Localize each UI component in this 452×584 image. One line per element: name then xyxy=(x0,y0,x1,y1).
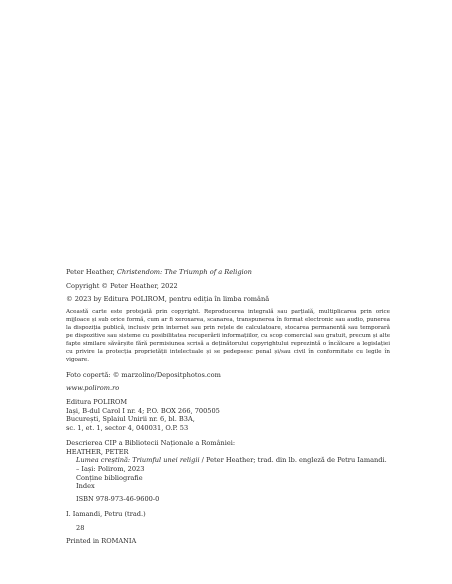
publisher-website: www.polirom.ro xyxy=(66,384,120,393)
publisher-name: Editura POLIROM xyxy=(66,398,128,407)
copyright-edition: © 2023 by Editura POLIROM, pentru ediția în limba română xyxy=(66,295,270,304)
cip-title-italic: Lumea creștină: Triumful unei religii xyxy=(76,456,200,465)
cip-title-line xyxy=(66,456,390,473)
printed-in: Printed in ROMANIA xyxy=(66,537,137,546)
cip-heading: Descrierea CIP a Bibliotecii Naționale a României: xyxy=(66,438,236,447)
cover-photo-credit: Foto copertă: © marzolino/Depositphotos.com xyxy=(66,370,221,379)
cip-note-index: Index xyxy=(76,482,95,491)
original-title: Christendom: The Triumph of a Religion xyxy=(116,268,252,276)
cip-added-entry: I. Iamandi, Petru (trad.) xyxy=(66,509,146,518)
original-credit xyxy=(66,268,390,277)
address-iasi: Iași, B-dul Carol I nr. 4; P.O. BOX 266, 700505 xyxy=(66,406,220,415)
imprint-block xyxy=(66,268,390,551)
cip-main-entry: HEATHER, PETER xyxy=(66,447,129,456)
cip-title-rest: / Peter Heather; trad. din lb. engleză de Petru Iamandi. – Iași: Polirom, 2023 xyxy=(76,456,387,473)
copyright-original: Copyright © Peter Heather, 2022 xyxy=(66,281,178,290)
cip-record xyxy=(66,439,390,504)
address-bucuresti-2: sc. 1, et. 1, sector 4, 040031, O.P. 53 xyxy=(66,424,189,433)
publisher-address xyxy=(66,398,390,433)
cip-note-bibliography: Conține bibliografie xyxy=(76,473,143,482)
cip-isbn: ISBN 978-973-46-9600-0 xyxy=(76,495,160,504)
cip-classification: 28 xyxy=(76,523,85,532)
address-bucuresti: București, Splaiul Unirii nr. 6, bl. B3A, xyxy=(66,415,195,424)
legal-notice: Această carte este protejată prin copyright. Reproducerea integrală sau parțială, multiplicarea prin orice mijloace și sub orice formă, cum ar fi xeroxarea, scanarea, transpunerea în format electronic sau audio, punerea la dispoziția publică, inclusiv prin internet sau prin rețele de calculatoare, stocarea permanentă sau temporară pe dispozitive sau sisteme cu posibilitatea recuperării informațiilor, cu scop comercial sau gratuit, precum și alte fapte similare săvârșite fără permisiunea scrisă a deținătorului copyrightului reprezintă o încălcare a legislației cu privire la protecția proprietății intelectuale și se pedepsesc penal și/sau civil în conformitate cu legile în vigoare. xyxy=(66,309,390,363)
author-name: Peter Heather, xyxy=(66,268,115,276)
